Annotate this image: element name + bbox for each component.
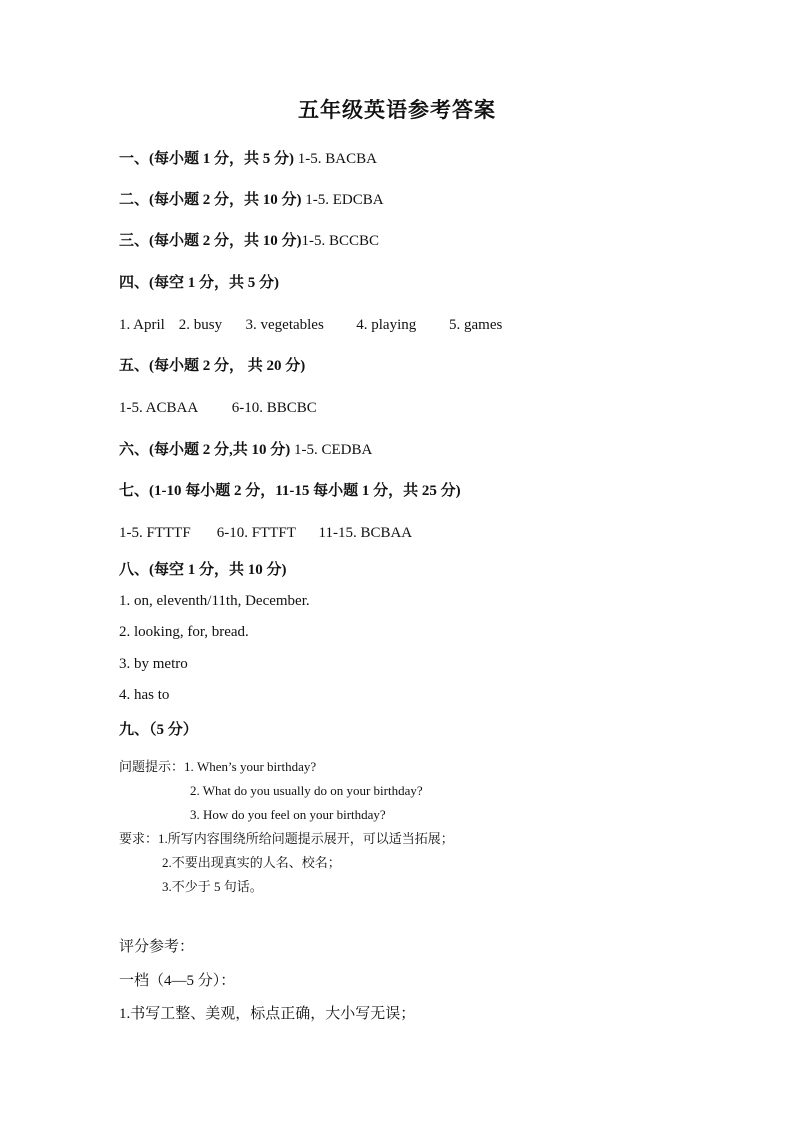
- requirements-label: 要求：: [119, 831, 159, 846]
- section-1-answer: 1-5. BACBA: [297, 151, 377, 167]
- answer-item: 2. looking, for, bread.: [119, 624, 249, 640]
- section-6-heading: 六、(每小题 2 分,共 10 分): [119, 442, 291, 458]
- section-6: [119, 441, 372, 459]
- prompt-label: 问题提示：: [119, 759, 185, 774]
- section-9-heading: 九、（5 分）: [119, 722, 198, 738]
- prompt-item: 1. When’s your birthday?: [184, 759, 317, 774]
- answer-item: 1-5. ACBAA: [119, 400, 199, 416]
- section-2: [119, 191, 384, 209]
- scoring-level: 一档（4—5 分）：: [119, 973, 236, 989]
- answer-item: 6-10. FTTFT: [216, 525, 296, 541]
- section-2-answer: 1-5. EDCBA: [305, 192, 384, 208]
- section-3-heading: 三、(每小题 2 分，共 10 分): [119, 233, 302, 249]
- page-title: 五年级英语参考答案: [298, 98, 496, 122]
- section-3: [119, 232, 379, 250]
- section-7-heading: 七、(1-10 每小题 2 分，11-15 每小题 1 分，共 25 分): [119, 483, 461, 499]
- answer-item: 2. busy: [178, 317, 223, 333]
- answer-item: 5. games: [449, 317, 503, 333]
- section-3-answer: 1-5. BCCBC: [301, 233, 380, 249]
- section-2-heading: 二、(每小题 2 分，共 10 分): [119, 192, 302, 208]
- section-5-answers: [119, 399, 317, 417]
- scoring-item: 1.书写工整、美观，标点正确，大小写无误；: [119, 1006, 416, 1022]
- prompt-line-1: [119, 758, 316, 776]
- section-5-heading: 五、(每小题 2 分， 共 20 分): [119, 358, 306, 374]
- answer-item: 3. by metro: [119, 656, 188, 672]
- requirement-line-1: [119, 830, 454, 848]
- answer-item: 3. vegetables: [245, 317, 324, 333]
- requirement-item: 2.不要出现真实的人名、校名；: [162, 855, 341, 870]
- section-4-heading: 四、(每空 1 分，共 5 分): [119, 275, 279, 291]
- section-4-answers: [119, 316, 502, 334]
- section-1: [119, 150, 377, 168]
- requirement-item: 3.不少于 5 句话。: [162, 879, 263, 894]
- section-8-heading: 八、(每空 1 分，共 10 分): [119, 562, 287, 578]
- answer-item: 4. has to: [119, 687, 170, 703]
- section-1-heading: 一、(每小题 1 分，共 5 分): [119, 151, 294, 167]
- scoring-label: 评分参考：: [119, 939, 195, 955]
- answer-item: 1. on, eleventh/11th, December.: [119, 593, 310, 609]
- section-6-answer: 1-5. CEDBA: [294, 442, 373, 458]
- answer-item: 11-15. BCBAA: [318, 525, 413, 541]
- answer-item: 1. April: [119, 317, 165, 333]
- requirement-item: 1.所写内容围绕所给问题提示展开，可以适当拓展；: [158, 831, 454, 846]
- answer-item: 4. playing: [356, 317, 417, 333]
- section-7-answers: [119, 524, 412, 542]
- answer-item: 1-5. FTTTF: [119, 525, 191, 541]
- prompt-item: 3. How do you feel on your birthday?: [190, 807, 386, 822]
- answer-item: 6-10. BBCBC: [231, 400, 317, 416]
- prompt-item: 2. What do you usually do on your birthday?: [190, 783, 423, 798]
